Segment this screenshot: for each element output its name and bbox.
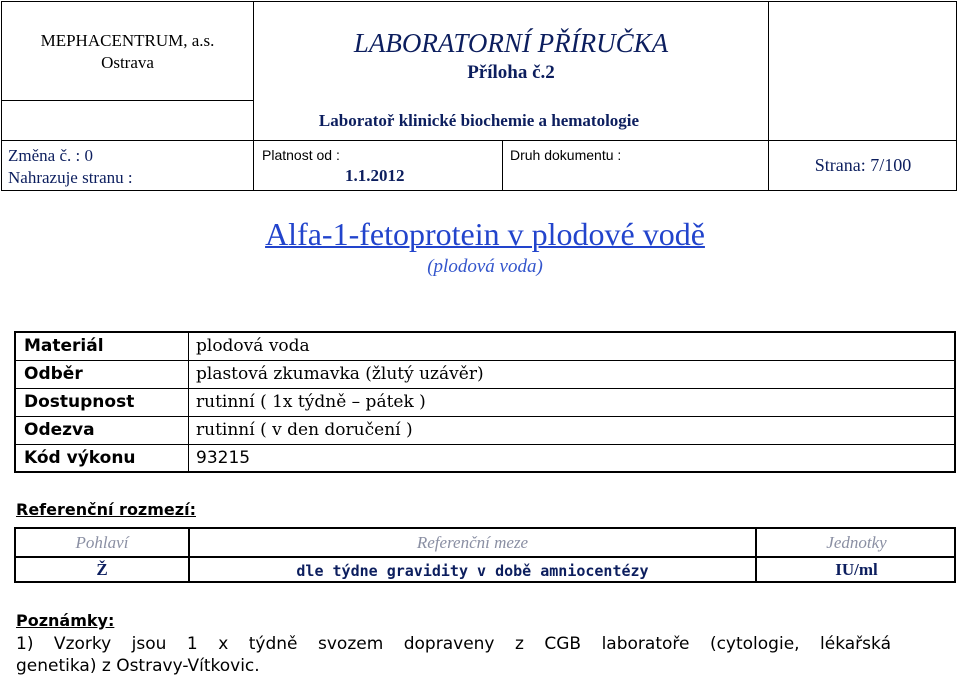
cell-sex: Ž bbox=[96, 560, 108, 579]
info-divider bbox=[16, 416, 956, 417]
column-header-range: Referenční meze bbox=[416, 533, 529, 552]
info-label-availability: Dostupnost bbox=[24, 392, 135, 412]
notes-heading: Poznámky: bbox=[16, 611, 115, 630]
document-subtitle: (plodová voda) bbox=[427, 256, 543, 277]
org-city: Ostrava bbox=[101, 53, 154, 72]
info-divider bbox=[16, 360, 956, 361]
header-divider bbox=[502, 140, 503, 191]
cell-unit: IU/ml bbox=[835, 560, 878, 579]
reference-heading: Referenční rozmezí: bbox=[16, 500, 196, 519]
appendix-label: Příloha č.2 bbox=[467, 62, 555, 83]
info-label-collection: Odběr bbox=[24, 364, 83, 384]
handbook-title: LABORATORNÍ PŘÍRUČKA bbox=[353, 28, 669, 58]
valid-from-value: 1.1.2012 bbox=[345, 166, 405, 185]
change-label: Změna č. : 0 bbox=[8, 146, 93, 165]
column-header-unit: Jednotky bbox=[826, 533, 887, 552]
info-label-response: Odezva bbox=[24, 420, 95, 440]
info-divider bbox=[16, 388, 956, 389]
info-value-response: rutinní ( v den doručení ) bbox=[196, 420, 413, 440]
notes-line-1: 1) Vzorky jsou 1 x týdně svozem dopraveny z CGB laboratoře (cytologie, lékařská bbox=[16, 634, 891, 654]
valid-from-label: Platnost od : bbox=[262, 147, 340, 163]
info-label-code: Kód výkonu bbox=[24, 448, 136, 468]
replaces-label: Nahrazuje stranu : bbox=[8, 168, 133, 187]
reference-divider bbox=[16, 556, 956, 558]
info-table bbox=[14, 331, 956, 473]
notes-line-2: genetika) z Ostravy-Vítkovic. bbox=[16, 656, 260, 676]
info-value-code: 93215 bbox=[196, 448, 251, 468]
info-value-material: plodová voda bbox=[196, 336, 310, 356]
document-title: Alfa-1-fetoprotein v plodové vodě bbox=[265, 216, 705, 252]
info-value-availability: rutinní ( 1x týdně – pátek ) bbox=[196, 392, 426, 412]
cell-range: dle týdne gravidity v době amniocentézy bbox=[296, 562, 649, 580]
header-divider bbox=[1, 100, 254, 101]
info-label-material: Materiál bbox=[24, 336, 104, 356]
info-col-divider bbox=[188, 333, 189, 473]
org-name-line: MEPHACENTRUM, a.s. bbox=[40, 31, 215, 50]
column-header-sex: Pohlaví bbox=[75, 533, 129, 552]
info-value-collection: plastová zkumavka (žlutý uzávěr) bbox=[196, 364, 484, 384]
doc-type-label: Druh dokumentu : bbox=[510, 147, 622, 163]
reference-table bbox=[14, 527, 956, 583]
page-number: Strana: 7/100 bbox=[814, 155, 912, 175]
info-divider bbox=[16, 444, 956, 445]
org-name bbox=[1, 30, 254, 74]
department-name: Laboratoř klinické biochemie a hematologie bbox=[318, 111, 640, 130]
header-divider bbox=[1, 140, 957, 141]
